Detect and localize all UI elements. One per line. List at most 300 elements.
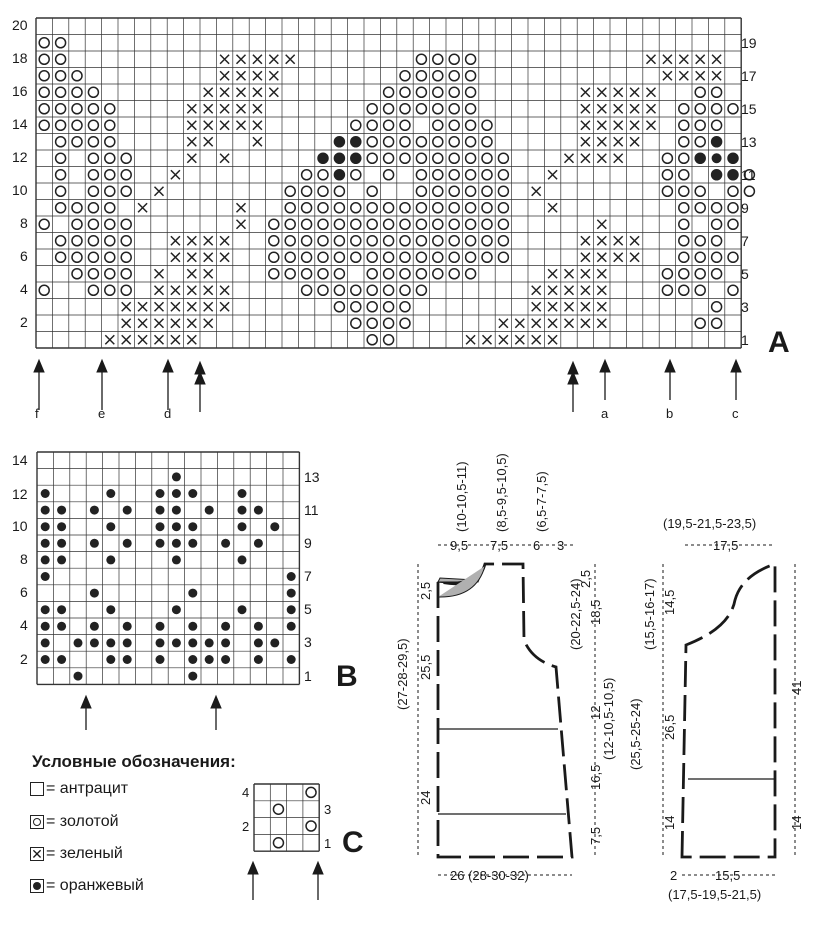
- row-num: 1: [741, 332, 749, 348]
- ring-symbol: [56, 87, 66, 97]
- front-size-1: (10-10,5-11): [454, 461, 469, 532]
- ring-symbol: [416, 87, 426, 97]
- ring-symbol: [416, 203, 426, 213]
- dot-symbol: [57, 506, 66, 515]
- ring-symbol: [433, 186, 443, 196]
- ring-symbol: [334, 186, 344, 196]
- ring-symbol: [56, 120, 66, 130]
- ring-symbol: [400, 71, 410, 81]
- dot-symbol: [695, 153, 705, 163]
- cross-symbol: [712, 71, 721, 80]
- cross-symbol: [548, 203, 557, 212]
- dot-symbol: [123, 539, 132, 548]
- ring-symbol: [105, 137, 115, 147]
- ring-symbol: [367, 153, 377, 163]
- dot-symbol: [57, 539, 66, 548]
- ring-symbol: [449, 236, 459, 246]
- ring-symbol: [433, 203, 443, 213]
- ring-symbol: [105, 203, 115, 213]
- dot-symbol: [172, 472, 181, 481]
- ring-symbol: [269, 219, 279, 229]
- row-num: 2: [20, 314, 28, 330]
- ring-symbol: [449, 252, 459, 262]
- ring-symbol: [662, 285, 672, 295]
- ring-symbol: [72, 269, 82, 279]
- ring-symbol: [466, 186, 476, 196]
- cross-symbol: [597, 137, 606, 146]
- cross-symbol: [597, 269, 606, 278]
- ring-symbol: [88, 285, 98, 295]
- ring-symbol: [466, 219, 476, 229]
- ring-symbol: [351, 302, 361, 312]
- cross-symbol: [565, 319, 574, 328]
- row-num: 20: [12, 17, 28, 33]
- dot-symbol: [57, 655, 66, 664]
- cross-symbol: [204, 236, 213, 245]
- dot-symbol: [123, 655, 132, 664]
- cross-symbol: [581, 253, 590, 262]
- dot-symbol: [106, 522, 115, 531]
- legend-text: = зеленый: [46, 845, 123, 862]
- ring-symbol: [384, 335, 394, 345]
- cross-symbol: [548, 302, 557, 311]
- cross-symbol: [581, 121, 590, 130]
- cross-symbol: [253, 88, 262, 97]
- ring-symbol: [285, 236, 295, 246]
- sleeve-left-val-3: 14: [662, 815, 677, 830]
- ring-symbol: [39, 285, 49, 295]
- ring-symbol: [269, 269, 279, 279]
- cross-symbol: [696, 71, 705, 80]
- ring-symbol: [72, 236, 82, 246]
- ring-symbol: [466, 104, 476, 114]
- dot-symbol: [106, 489, 115, 498]
- row-num: 3: [304, 634, 312, 650]
- ring-symbol: [433, 87, 443, 97]
- cross-symbol: [204, 121, 213, 130]
- arrow-label-b: b: [666, 406, 674, 421]
- cross-symbol: [122, 319, 131, 328]
- legend-item-green: [30, 845, 123, 863]
- ring-symbol: [39, 219, 49, 229]
- ring-symbol: [416, 71, 426, 81]
- ring-symbol: [39, 87, 49, 97]
- cross-symbol: [220, 286, 229, 295]
- cross-symbol: [155, 319, 164, 328]
- cross-symbol: [187, 236, 196, 245]
- ring-symbol: [400, 153, 410, 163]
- dot-symbol: [287, 655, 296, 664]
- cross-symbol: [565, 302, 574, 311]
- ring-symbol: [695, 87, 705, 97]
- cross-symbol: [187, 319, 196, 328]
- cross-symbol: [548, 335, 557, 344]
- dot-symbol: [90, 622, 99, 631]
- cross-symbol: [679, 71, 688, 80]
- cross-symbol: [597, 253, 606, 262]
- dot-symbol: [188, 522, 197, 531]
- ring-symbol: [712, 302, 722, 312]
- dot-symbol: [188, 489, 197, 498]
- arrow-label-d: d: [164, 406, 172, 421]
- row-num: 12: [12, 486, 28, 502]
- ring-symbol: [302, 236, 312, 246]
- cross-symbol: [155, 286, 164, 295]
- ring-symbol: [121, 236, 131, 246]
- front-left-val-3: 24: [418, 790, 433, 805]
- ring-symbol: [679, 104, 689, 114]
- cross-symbol: [647, 104, 656, 113]
- cross-symbol: [663, 55, 672, 64]
- cross-symbol: [187, 137, 196, 146]
- ring-symbol: [384, 269, 394, 279]
- dot-symbol: [41, 555, 50, 564]
- legend-text: = оранжевый: [46, 877, 144, 894]
- ring-symbol: [498, 219, 508, 229]
- ring-symbol: [679, 219, 689, 229]
- row-num: 4: [20, 617, 28, 633]
- ring-symbol: [273, 838, 283, 848]
- ring-symbol: [466, 87, 476, 97]
- ring-symbol: [367, 252, 377, 262]
- ring-symbol: [72, 120, 82, 130]
- row-num: 10: [12, 182, 28, 198]
- chart-a-arrows: [34, 360, 741, 412]
- ring-symbol: [72, 137, 82, 147]
- front-left-val-2: 25,5: [418, 654, 433, 680]
- ring-symbol: [449, 71, 459, 81]
- ring-symbol: [466, 236, 476, 246]
- arrow-label-f: f: [35, 406, 39, 421]
- dot-symbol: [728, 170, 738, 180]
- ring-symbol: [482, 137, 492, 147]
- ring-symbol: [351, 285, 361, 295]
- dot-symbol: [221, 539, 230, 548]
- ring-symbol: [433, 219, 443, 229]
- ring-symbol: [662, 170, 672, 180]
- ring-symbol: [498, 186, 508, 196]
- ring-symbol: [695, 120, 705, 130]
- cross-symbol: [565, 269, 574, 278]
- row-num: 1: [324, 836, 332, 851]
- dot-symbol: [172, 555, 181, 564]
- chart-a-arrow-labels: [35, 406, 739, 421]
- empty-square-icon: [30, 782, 44, 796]
- ring-symbol: [400, 219, 410, 229]
- legend-item-orange: [30, 877, 144, 895]
- row-num: 8: [20, 215, 28, 231]
- cross-symbol: [483, 335, 492, 344]
- dot-symbol: [254, 506, 263, 515]
- dot-symbol: [188, 655, 197, 664]
- ring-symbol: [400, 104, 410, 114]
- cross-symbol: [138, 319, 147, 328]
- ring-symbol: [416, 219, 426, 229]
- ring-symbol: [433, 269, 443, 279]
- ring-symbol: [269, 236, 279, 246]
- ring-symbol: [334, 302, 344, 312]
- cross-symbol: [532, 286, 541, 295]
- cross-symbol: [187, 335, 196, 344]
- dot-symbol: [41, 539, 50, 548]
- cross-symbol: [253, 71, 262, 80]
- ring-symbol: [367, 302, 377, 312]
- ring-symbol: [302, 186, 312, 196]
- dot-symbol: [41, 522, 50, 531]
- dot-symbol: [57, 555, 66, 564]
- ring-symbol: [466, 137, 476, 147]
- cross-symbol: [155, 302, 164, 311]
- cross-symbol: [220, 253, 229, 262]
- ring-symbol: [367, 335, 377, 345]
- ring-symbol: [105, 285, 115, 295]
- ring-symbol: [351, 236, 361, 246]
- cross-symbol: [171, 253, 180, 262]
- cross-symbol: [187, 269, 196, 278]
- front-dimension-texts: [395, 453, 616, 883]
- ring-symbol: [482, 153, 492, 163]
- dot-symbol: [238, 506, 247, 515]
- cross-symbol: [712, 55, 721, 64]
- cross-symbol: [171, 170, 180, 179]
- ring-symbol: [449, 120, 459, 130]
- cross-symbol: [597, 154, 606, 163]
- ring-symbol: [105, 236, 115, 246]
- ring-symbol: [318, 203, 328, 213]
- ring-symbol: [482, 203, 492, 213]
- cross-symbol: [548, 170, 557, 179]
- ring-symbol: [695, 104, 705, 114]
- cross-symbol: [466, 335, 475, 344]
- dot-symbol: [238, 555, 247, 564]
- sleeve-bottom-val-2: 15,5: [715, 868, 741, 883]
- ring-symbol: [712, 236, 722, 246]
- dot-symbol: [318, 153, 328, 163]
- ring-symbol: [679, 120, 689, 130]
- cross-symbol: [647, 88, 656, 97]
- dot-symbol: [106, 655, 115, 664]
- dot-symbol: [728, 153, 738, 163]
- row-num: 14: [12, 116, 28, 132]
- cross-symbol: [253, 137, 262, 146]
- ring-symbol: [679, 170, 689, 180]
- ring-symbol: [400, 269, 410, 279]
- cross-symbol: [532, 302, 541, 311]
- dot-symbol: [57, 522, 66, 531]
- dot-symbol: [90, 638, 99, 647]
- ring-symbol: [72, 71, 82, 81]
- dot-symbol: [712, 137, 722, 147]
- ring-symbol: [679, 236, 689, 246]
- row-num: 13: [741, 134, 757, 150]
- ring-symbol: [498, 203, 508, 213]
- ring-symbol: [449, 54, 459, 64]
- ring-symbol: [466, 203, 476, 213]
- sleeve-left-sizes-1: (15,5-16-17): [642, 578, 657, 650]
- row-num: 3: [324, 802, 332, 817]
- ring-symbol: [302, 252, 312, 262]
- ring-symbol: [384, 219, 394, 229]
- cross-symbol: [630, 253, 639, 262]
- ring-symbol: [728, 203, 738, 213]
- front-top-val-4: 3: [557, 538, 565, 553]
- ring-symbol: [121, 153, 131, 163]
- cross-symbol: [204, 104, 213, 113]
- ring-symbol: [384, 170, 394, 180]
- ring-symbol: [105, 170, 115, 180]
- ring-symbol: [334, 203, 344, 213]
- cross-symbol: [155, 269, 164, 278]
- cross-symbol: [581, 137, 590, 146]
- ring-symbol: [318, 252, 328, 262]
- ring-symbol: [449, 137, 459, 147]
- front-right-val-3: 16,5: [588, 764, 603, 790]
- cross-symbol: [171, 319, 180, 328]
- dot-symbol: [90, 589, 99, 598]
- cross-symbol: [187, 121, 196, 130]
- sleeve-top-sizes: (19,5-21,5-23,5): [663, 516, 757, 531]
- cross-symbol: [204, 302, 213, 311]
- cross-symbol: [515, 319, 524, 328]
- cross-symbol: [597, 220, 606, 229]
- cross-symbol: [581, 88, 590, 97]
- ring-symbol: [384, 203, 394, 213]
- ring-symbol: [302, 219, 312, 229]
- ring-symbol: [449, 186, 459, 196]
- dot-symbol: [188, 672, 197, 681]
- ring-symbol: [679, 269, 689, 279]
- row-num: 2: [20, 651, 28, 667]
- dot-symbol: [188, 539, 197, 548]
- row-num: 11: [304, 502, 319, 518]
- ring-symbol: [712, 219, 722, 229]
- dot-symbol: [123, 638, 132, 647]
- ring-symbol: [351, 252, 361, 262]
- front-top-val-3: 6: [533, 538, 541, 553]
- cross-symbol: [614, 236, 623, 245]
- sleeve-bottom-val-1: 2: [670, 868, 678, 883]
- dot-symbol: [712, 153, 722, 163]
- arrow-label-e: e: [98, 406, 106, 421]
- ring-symbol: [466, 153, 476, 163]
- row-num: 5: [304, 601, 312, 617]
- ring-symbol: [105, 219, 115, 229]
- ring-symbol: [121, 219, 131, 229]
- cross-symbol: [187, 154, 196, 163]
- dot-symbol: [90, 506, 99, 515]
- dot-symbol: [334, 170, 344, 180]
- ring-symbol: [712, 104, 722, 114]
- cross-symbol: [663, 71, 672, 80]
- cross-symbol: [138, 335, 147, 344]
- ring-symbol: [318, 236, 328, 246]
- ring-symbol: [367, 203, 377, 213]
- front-top-val-2: 7,5: [490, 538, 509, 553]
- cross-symbol: [597, 88, 606, 97]
- cross-symbol: [204, 137, 213, 146]
- cross-symbol: [220, 302, 229, 311]
- cross-symbol: [532, 335, 541, 344]
- ring-symbol: [482, 252, 492, 262]
- ring-symbol: [318, 285, 328, 295]
- front-left-val-1: 2,5: [418, 581, 433, 600]
- ring-symbol: [318, 186, 328, 196]
- ring-symbol: [400, 302, 410, 312]
- row-num: 14: [12, 452, 28, 468]
- ring-symbol: [318, 269, 328, 279]
- front-body-schematic: [438, 564, 572, 857]
- ring-symbol: [56, 153, 66, 163]
- dot-symbol: [57, 622, 66, 631]
- ring-symbol: [498, 153, 508, 163]
- dot-symbol: [254, 539, 263, 548]
- ring-symbol: [695, 318, 705, 328]
- ring-symbol: [88, 137, 98, 147]
- ring-symbol: [105, 120, 115, 130]
- dot-symbol: [287, 589, 296, 598]
- row-num: 1: [304, 668, 312, 684]
- cross-symbol: [237, 104, 246, 113]
- dot-symbol: [106, 605, 115, 614]
- ring-symbol: [466, 252, 476, 262]
- row-num: 13: [304, 469, 320, 485]
- dot-symbol: [41, 572, 50, 581]
- cross-symbol: [614, 154, 623, 163]
- cross-symbol: [204, 269, 213, 278]
- ring-symbol: [400, 285, 410, 295]
- ring-symbol: [712, 318, 722, 328]
- ring-symbol: [482, 186, 492, 196]
- ring-symbol: [416, 104, 426, 114]
- ring-symbol: [482, 236, 492, 246]
- chart-c-label: C: [342, 826, 364, 859]
- cross-symbol: [187, 104, 196, 113]
- ring-symbol: [466, 120, 476, 130]
- cross-symbol: [597, 319, 606, 328]
- ring-symbol: [39, 104, 49, 114]
- ring-symbol: [285, 186, 295, 196]
- row-num: 5: [741, 266, 749, 282]
- cross-symbol: [499, 335, 508, 344]
- dot-symbol: [156, 622, 165, 631]
- row-num: 19: [741, 35, 757, 51]
- cross-symbol: [269, 71, 278, 80]
- dot-symbol: [205, 506, 214, 515]
- ring-symbol: [384, 285, 394, 295]
- dot-symbol: [123, 506, 132, 515]
- cross-symbol: [237, 203, 246, 212]
- cross-symbol: [581, 319, 590, 328]
- cross-symbol: [220, 88, 229, 97]
- row-num: 6: [20, 248, 28, 264]
- ring-symbol: [285, 269, 295, 279]
- ring-symbol: [695, 186, 705, 196]
- ring-symbol: [367, 104, 377, 114]
- cross-symbol: [171, 335, 180, 344]
- ring-icon: [30, 815, 44, 829]
- ring-symbol: [679, 252, 689, 262]
- ring-symbol: [318, 170, 328, 180]
- sleeve-top-val: 17,5: [713, 538, 739, 553]
- ring-symbol: [449, 170, 459, 180]
- dot-symbol: [90, 539, 99, 548]
- ring-symbol: [285, 219, 295, 229]
- dot-symbol: [172, 506, 181, 515]
- front-size-2: (8,5-9,5-10,5): [494, 453, 509, 532]
- row-num: 16: [12, 83, 28, 99]
- cross-symbol: [237, 55, 246, 64]
- ring-symbol: [351, 203, 361, 213]
